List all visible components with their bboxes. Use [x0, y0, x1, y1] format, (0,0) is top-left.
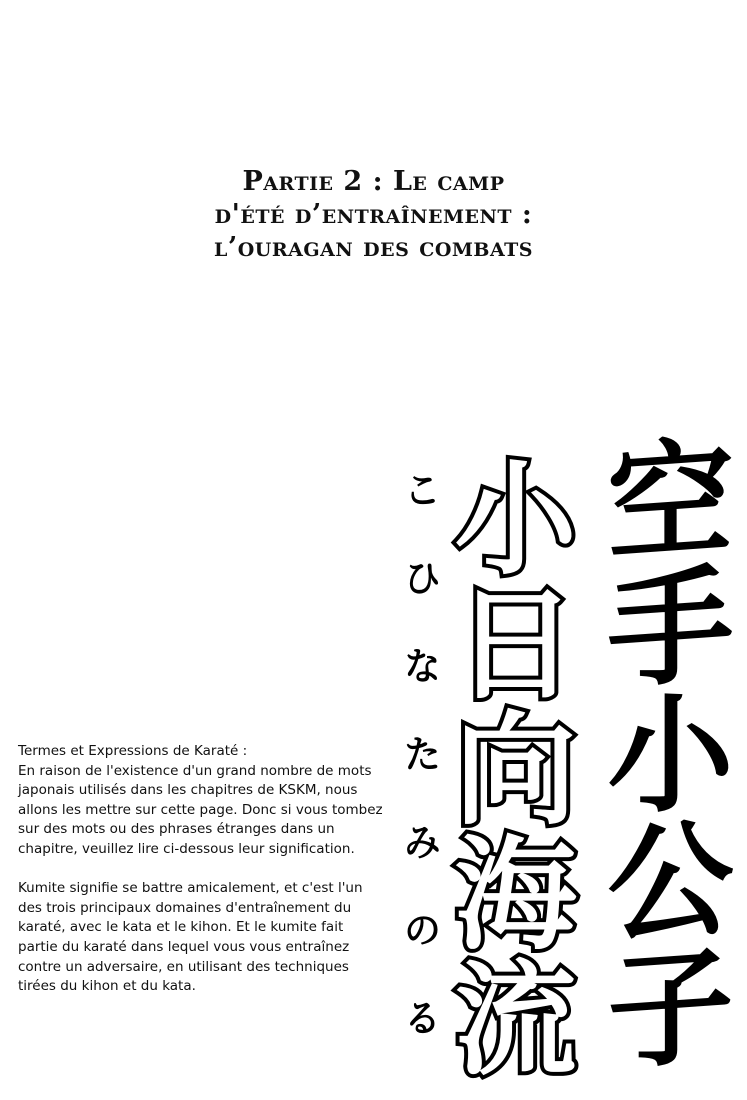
glossary-intro: En raison de l'existence d'un grand nombre de mots japonais utilisés dans les chapitres de KSKM, nous allons les mettre sur cette page. Donc si vous tombez sur des mots ou des phrases étranges dans un chapitre, veuillez lire ci-dessous leur signification. — [18, 762, 383, 857]
chapter-title-line-2: d'été d’entraînement : — [214, 199, 533, 230]
glossary-heading: Termes et Expressions de Karaté : — [18, 743, 248, 759]
chapter-title-line-1: Partie 2 : Le camp — [242, 166, 505, 197]
series-logo-kana: こひなたみのる — [397, 470, 441, 1086]
glossary-notes — [18, 742, 386, 1016]
chapter-title — [0, 165, 747, 264]
series-logo-main: 空手小公子 — [587, 429, 734, 1076]
chapter-title-line-3: l’ouragan des combats — [213, 232, 534, 263]
glossary-definition-kumite: Kumite signifie se battre amicalement, et c'est l'un des trois principaux domaines d'entraînement du karaté, avec le kata et le kihon. Et le kumite fait partie du karaté dans lequel vous vous entraînez contre un adversaire, en utilisant des techniques tirées du kihon et du kata. — [18, 880, 363, 995]
series-logo-name: 小日向海流 — [434, 455, 576, 1080]
